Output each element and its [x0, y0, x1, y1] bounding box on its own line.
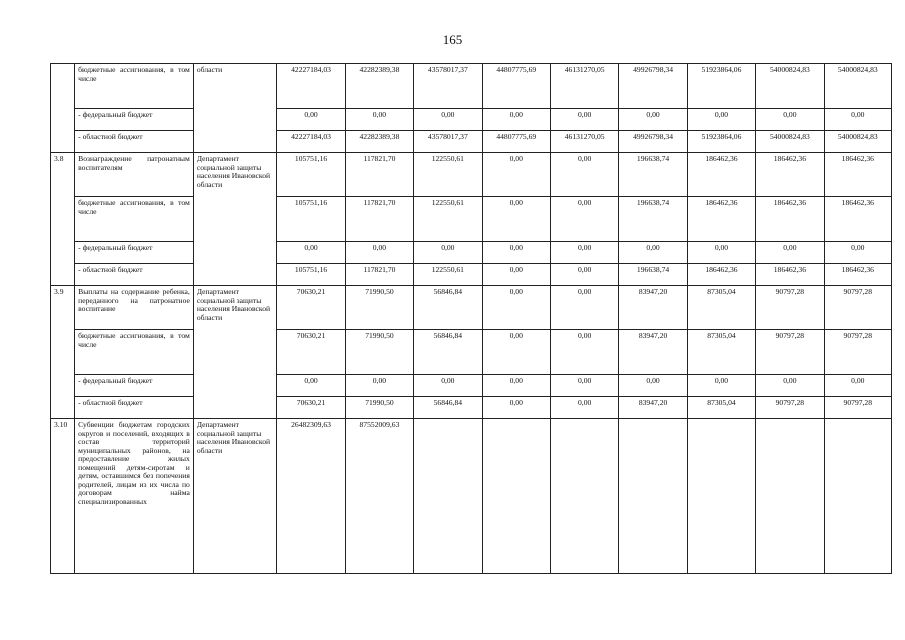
value-cell: 186462,36	[756, 197, 824, 242]
row-name-cell: Выплаты на содержание ребенка, переданного на патронатное воспитание	[75, 286, 194, 330]
value-cell: 71990,50	[345, 286, 413, 330]
value-cell: 49926798,34	[619, 64, 687, 109]
value-cell: 0,00	[482, 153, 550, 197]
row-name-cell: бюджетные ассигнования, в том числе	[75, 64, 194, 109]
value-cell: 42282389,38	[345, 64, 413, 109]
executor-cell: области	[193, 64, 276, 153]
value-cell: 186462,36	[687, 197, 755, 242]
value-cell: 83947,20	[619, 397, 687, 419]
value-cell: 43578017,37	[414, 64, 482, 109]
value-cell: 71990,50	[345, 397, 413, 419]
value-cell: 0,00	[414, 242, 482, 264]
row-name-cell: - областной бюджет	[75, 397, 194, 419]
value-cell: 0,00	[550, 397, 618, 419]
value-cell: 0,00	[687, 375, 755, 397]
value-cell: 105751,16	[277, 264, 345, 286]
value-cell: 0,00	[824, 375, 891, 397]
value-cell	[756, 419, 824, 574]
page-number: 165	[442, 32, 463, 47]
value-cell: 0,00	[277, 375, 345, 397]
value-cell: 0,00	[756, 375, 824, 397]
value-cell: 56846,84	[414, 286, 482, 330]
value-cell: 196638,74	[619, 153, 687, 197]
value-cell: 0,00	[482, 397, 550, 419]
table-row	[51, 264, 892, 286]
value-cell	[619, 419, 687, 574]
value-cell: 196638,74	[619, 197, 687, 242]
executor-cell: Департамент социальной защиты населения Ивановской области	[193, 419, 276, 574]
value-cell: 51923864,06	[687, 131, 755, 153]
value-cell: 56846,84	[414, 330, 482, 375]
value-cell: 0,00	[482, 109, 550, 131]
row-name-cell: Субвенции бюджетам городских округов и поселений, входящих в состав территорий муниципальных районов, на предоставление жилых помещений детям-сиротам и детям, оставшимся без попечения родителей, лицам из их числа по договорам найма специализированных	[75, 419, 194, 574]
value-cell: 70630,21	[277, 286, 345, 330]
value-cell: 122550,61	[414, 153, 482, 197]
value-cell: 117821,70	[345, 264, 413, 286]
value-cell	[824, 419, 891, 574]
value-cell: 0,00	[550, 375, 618, 397]
value-cell: 186462,36	[824, 264, 891, 286]
row-name-cell: - федеральный бюджет	[75, 242, 194, 264]
value-cell: 90797,28	[824, 397, 891, 419]
value-cell: 87305,04	[687, 286, 755, 330]
value-cell: 0,00	[414, 109, 482, 131]
row-name-cell: Вознаграждение патронатным воспитателям	[75, 153, 194, 197]
value-cell: 0,00	[277, 109, 345, 131]
row-name-cell: - федеральный бюджет	[75, 375, 194, 397]
table-row	[51, 242, 892, 264]
row-code-cell: 3.8	[51, 153, 75, 286]
value-cell: 0,00	[550, 197, 618, 242]
value-cell: 44807775,69	[482, 64, 550, 109]
row-code-cell: 3.10	[51, 419, 75, 574]
value-cell: 0,00	[345, 242, 413, 264]
value-cell: 51923864,06	[687, 64, 755, 109]
table-row	[51, 131, 892, 153]
value-cell: 42282389,38	[345, 131, 413, 153]
value-cell: 0,00	[345, 109, 413, 131]
value-cell: 0,00	[687, 109, 755, 131]
value-cell: 186462,36	[824, 197, 891, 242]
row-name-cell: - областной бюджет	[75, 264, 194, 286]
value-cell: 0,00	[550, 242, 618, 264]
value-cell: 0,00	[619, 242, 687, 264]
value-cell: 46131270,05	[550, 64, 618, 109]
table-row	[51, 286, 892, 330]
value-cell: 186462,36	[824, 153, 891, 197]
value-cell: 186462,36	[687, 264, 755, 286]
value-cell: 90797,28	[824, 330, 891, 375]
value-cell: 186462,36	[687, 153, 755, 197]
value-cell: 0,00	[619, 109, 687, 131]
value-cell: 0,00	[482, 197, 550, 242]
value-cell: 83947,20	[619, 330, 687, 375]
value-cell: 0,00	[550, 153, 618, 197]
value-cell: 117821,70	[345, 197, 413, 242]
value-cell: 87552009,63	[345, 419, 413, 574]
value-cell: 0,00	[756, 109, 824, 131]
value-cell: 70630,21	[277, 397, 345, 419]
executor-cell: Департамент социальной защиты населения Ивановской области	[193, 286, 276, 419]
value-cell	[482, 419, 550, 574]
value-cell: 0,00	[687, 242, 755, 264]
value-cell: 43578017,37	[414, 131, 482, 153]
table-row	[51, 330, 892, 375]
value-cell: 0,00	[414, 375, 482, 397]
value-cell: 0,00	[824, 242, 891, 264]
value-cell: 54000824,83	[756, 131, 824, 153]
value-cell: 42227184,03	[277, 131, 345, 153]
value-cell: 0,00	[550, 109, 618, 131]
value-cell: 83947,20	[619, 286, 687, 330]
value-cell: 0,00	[550, 330, 618, 375]
value-cell: 186462,36	[756, 264, 824, 286]
value-cell: 0,00	[550, 264, 618, 286]
executor-cell: Департамент социальной защиты населения Ивановской области	[193, 153, 276, 286]
table-row	[51, 375, 892, 397]
value-cell: 87305,04	[687, 397, 755, 419]
value-cell: 0,00	[482, 330, 550, 375]
table-row	[51, 153, 892, 197]
value-cell: 122550,61	[414, 264, 482, 286]
value-cell: 54000824,83	[824, 131, 891, 153]
table-row	[51, 197, 892, 242]
value-cell: 0,00	[482, 375, 550, 397]
value-cell: 70630,21	[277, 330, 345, 375]
value-cell: 54000824,83	[824, 64, 891, 109]
value-cell: 0,00	[824, 109, 891, 131]
value-cell: 0,00	[619, 375, 687, 397]
value-cell: 90797,28	[756, 330, 824, 375]
value-cell: 0,00	[482, 286, 550, 330]
value-cell: 87305,04	[687, 330, 755, 375]
value-cell: 26482309,63	[277, 419, 345, 574]
row-name-cell: бюджетные ассигнования, в том числе	[75, 330, 194, 375]
value-cell: 0,00	[756, 242, 824, 264]
value-cell: 54000824,83	[756, 64, 824, 109]
value-cell: 46131270,05	[550, 131, 618, 153]
value-cell: 90797,28	[756, 286, 824, 330]
table-row	[51, 64, 892, 109]
value-cell	[550, 419, 618, 574]
value-cell: 196638,74	[619, 264, 687, 286]
row-code-cell: 3.9	[51, 286, 75, 419]
value-cell: 90797,28	[824, 286, 891, 330]
row-code-cell	[51, 64, 75, 153]
row-name-cell: бюджетные ассигнования, в том числе	[75, 197, 194, 242]
value-cell	[687, 419, 755, 574]
value-cell: 122550,61	[414, 197, 482, 242]
table-row	[51, 109, 892, 131]
value-cell: 0,00	[277, 242, 345, 264]
value-cell: 0,00	[550, 286, 618, 330]
value-cell: 186462,36	[756, 153, 824, 197]
table-row	[51, 397, 892, 419]
value-cell: 56846,84	[414, 397, 482, 419]
budget-table	[50, 63, 892, 574]
row-name-cell: - федеральный бюджет	[75, 109, 194, 131]
row-name-cell: - областной бюджет	[75, 131, 194, 153]
value-cell: 90797,28	[756, 397, 824, 419]
value-cell: 44807775,69	[482, 131, 550, 153]
value-cell: 105751,16	[277, 153, 345, 197]
value-cell: 71990,50	[345, 330, 413, 375]
value-cell: 117821,70	[345, 153, 413, 197]
table-row	[51, 419, 892, 574]
value-cell: 0,00	[482, 264, 550, 286]
value-cell: 105751,16	[277, 197, 345, 242]
value-cell: 0,00	[345, 375, 413, 397]
value-cell: 0,00	[482, 242, 550, 264]
value-cell	[414, 419, 482, 574]
value-cell: 49926798,34	[619, 131, 687, 153]
value-cell: 42227184,03	[277, 64, 345, 109]
